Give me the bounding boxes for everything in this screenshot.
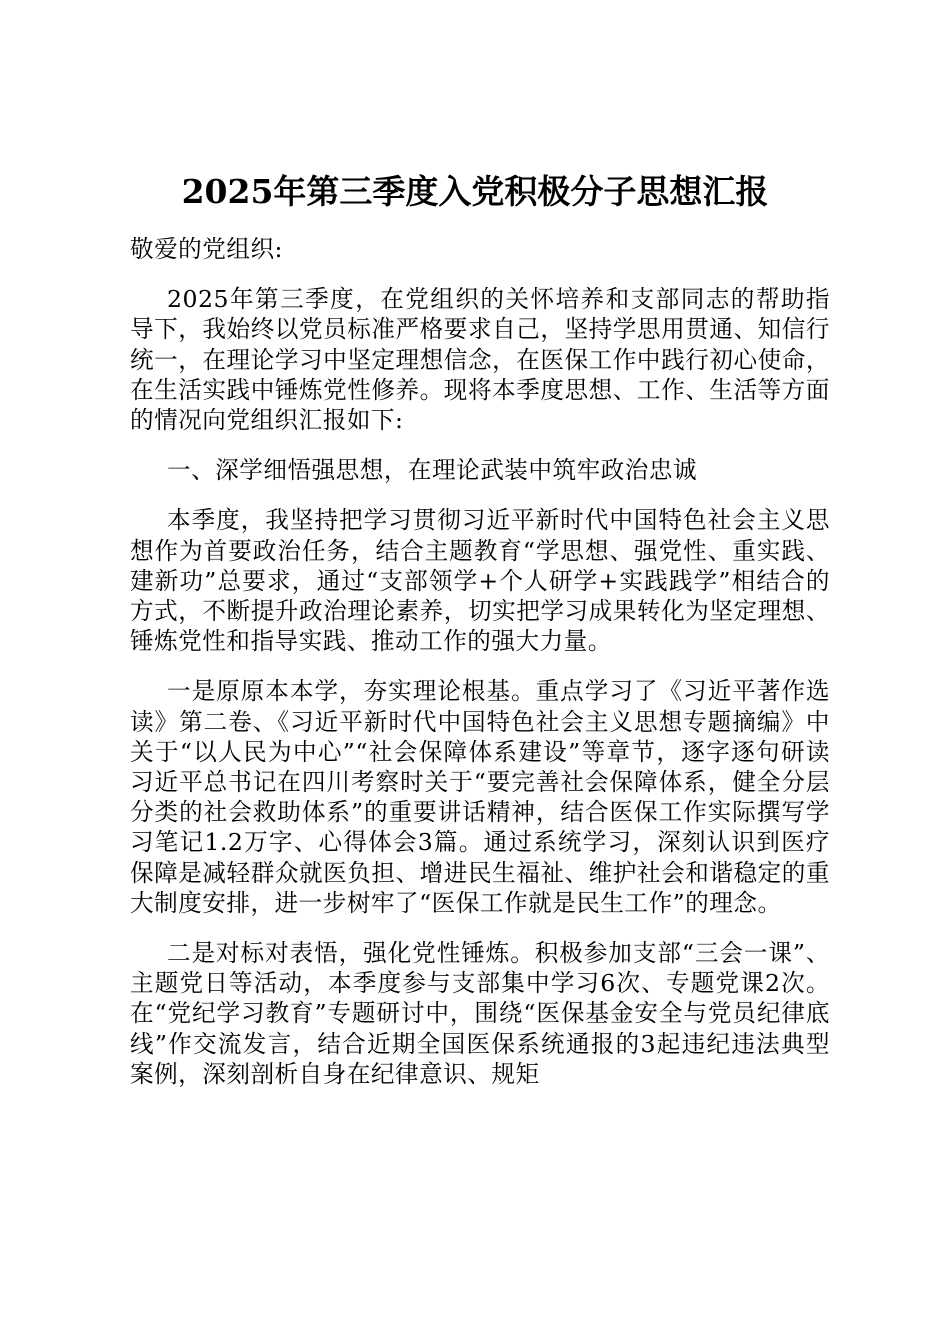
point-one-paragraph: 一是原原本本学，夯实理论根基。重点学习了《习近平著作选读》第二卷、《习近平新时代中国特色社会主义思想专题摘编》中关于“以人民为中心”“社会保障体系建设”等章节，逐字逐句研读习近平总书记在四川考察时关于“要完善社会保障体系，健全分层分类的社会救助体系”的重要讲话精神，结合医保工作实际撰写学习笔记1.2万字、心得体会3篇。通过系统学习，深刻认识到医疗保障是减轻群众就医负担、增进民生福祉、维护社会和谐稳定的重大制度安排，进一步树牢了“医保工作就是民生工作”的理念。 [130,677,830,917]
section-1-paragraph: 本季度，我坚持把学习贯彻习近平新时代中国特色社会主义思想作为首要政治任务，结合主题教育“学思想、强党性、重实践、建新功”总要求，通过“支部领学+个人研学+实践践学”相结合的方式，不断提升政治理论素养，切实把学习成果转化为坚定理想、锤炼党性和指导实践、推动工作的强大力量。 [130,506,830,656]
section-heading-1: 一、深学细悟强思想，在理论武装中筑牢政治忠诚 [167,456,698,485]
document-title: 2025年第三季度入党积极分子思想汇报 [181,172,769,211]
point-two-paragraph: 二是对标对表悟，强化党性锤炼。积极参加支部“三会一课”、主题党日等活动，本季度参与支部集中学习6次、专题党课2次。在“党纪学习教育”专题研讨中，围绕“医保基金安全与党员纪律底线”作交流发言，结合近期全国医保系统通报的3起违纪违法典型案例，深刻剖析自身在纪律意识、规矩 [130,939,830,1088]
document-body [130,234,830,1109]
salutation: 敬爱的党组织: [130,235,284,263]
intro-paragraph: 2025年第三季度，在党组织的关怀培养和支部同志的帮助指导下，我始终以党员标准严格要求自己，坚持学思用贯通、知信行统一，在理论学习中坚定理想信念，在医保工作中践行初心使命，在生活实践中锤炼党性修养。现将本季度思想、工作、生活等方面的情况向党组织汇报如下: [130,285,830,435]
